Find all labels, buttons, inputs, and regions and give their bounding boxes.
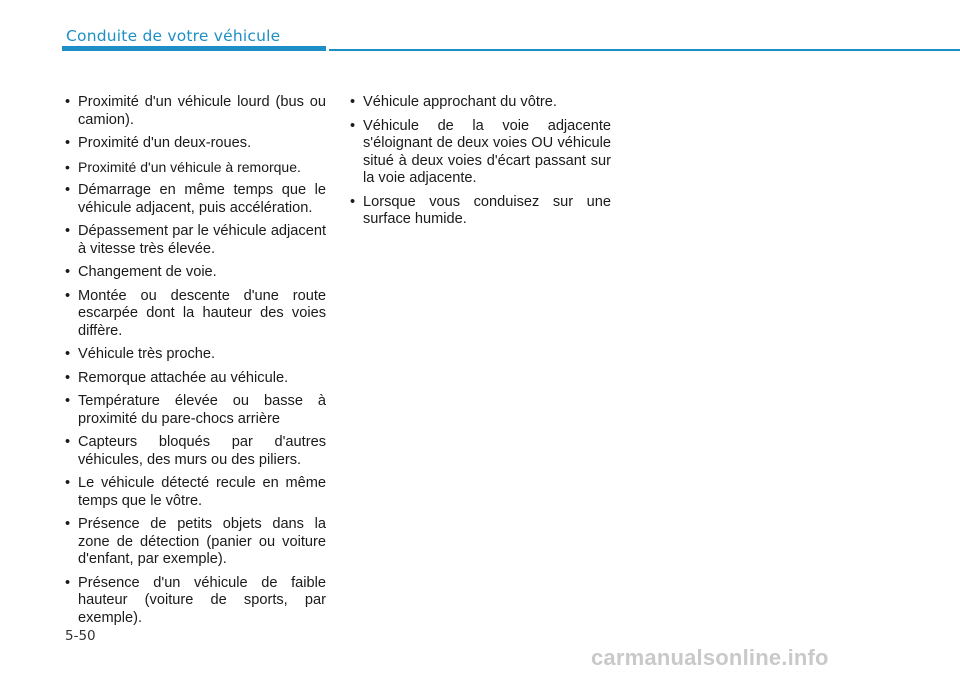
list-item: • Lorsque vous conduisez sur une surface humide. (347, 194, 611, 229)
watermark: carmanualsonline.info (591, 645, 829, 670)
list-item: • Température élevée ou basse à proximité du pare-chocs arrière (62, 393, 326, 428)
header-rule-thin (329, 49, 960, 51)
list-item: • Remorque attachée au véhicule. (62, 370, 326, 388)
list-item: • Proximité d'un véhicule à remorque. (62, 159, 326, 177)
list-item: • Proximité d'un deux-roues. (62, 135, 326, 153)
list-item: • Démarrage en même temps que le véhicule adjacent, puis accélération. (62, 182, 326, 217)
right-column-list (347, 94, 611, 235)
list-item: • Le véhicule détecté recule en même temps que le vôtre. (62, 475, 326, 510)
list-item: • Présence d'un véhicule de faible hauteur (voiture de sports, par exemple). (62, 575, 326, 628)
page-number: 5-50 (65, 628, 96, 644)
list-item: • Dépassement par le véhicule adjacent à vitesse très élevée. (62, 223, 326, 258)
list-item: • Capteurs bloqués par d'autres véhicules, des murs ou des piliers. (62, 434, 326, 469)
list-item: • Véhicule de la voie adjacente s'éloignant de deux voies OU véhicule situé à deux voies d'écart passant sur la voie adjacente. (347, 118, 611, 188)
list-item: • Changement de voie. (62, 264, 326, 282)
left-column-list (62, 94, 326, 633)
list-item: • Véhicule approchant du vôtre. (347, 94, 611, 112)
header-rule-thick (62, 46, 326, 51)
section-title: Conduite de votre véhicule (66, 27, 281, 45)
list-item: • Proximité d'un véhicule lourd (bus ou camion). (62, 94, 326, 129)
list-item: • Véhicule très proche. (62, 346, 326, 364)
list-item: • Présence de petits objets dans la zone de détection (panier ou voiture d'enfant, par exemple). (62, 516, 326, 569)
list-item: • Montée ou descente d'une route escarpée dont la hauteur des voies diffère. (62, 288, 326, 341)
